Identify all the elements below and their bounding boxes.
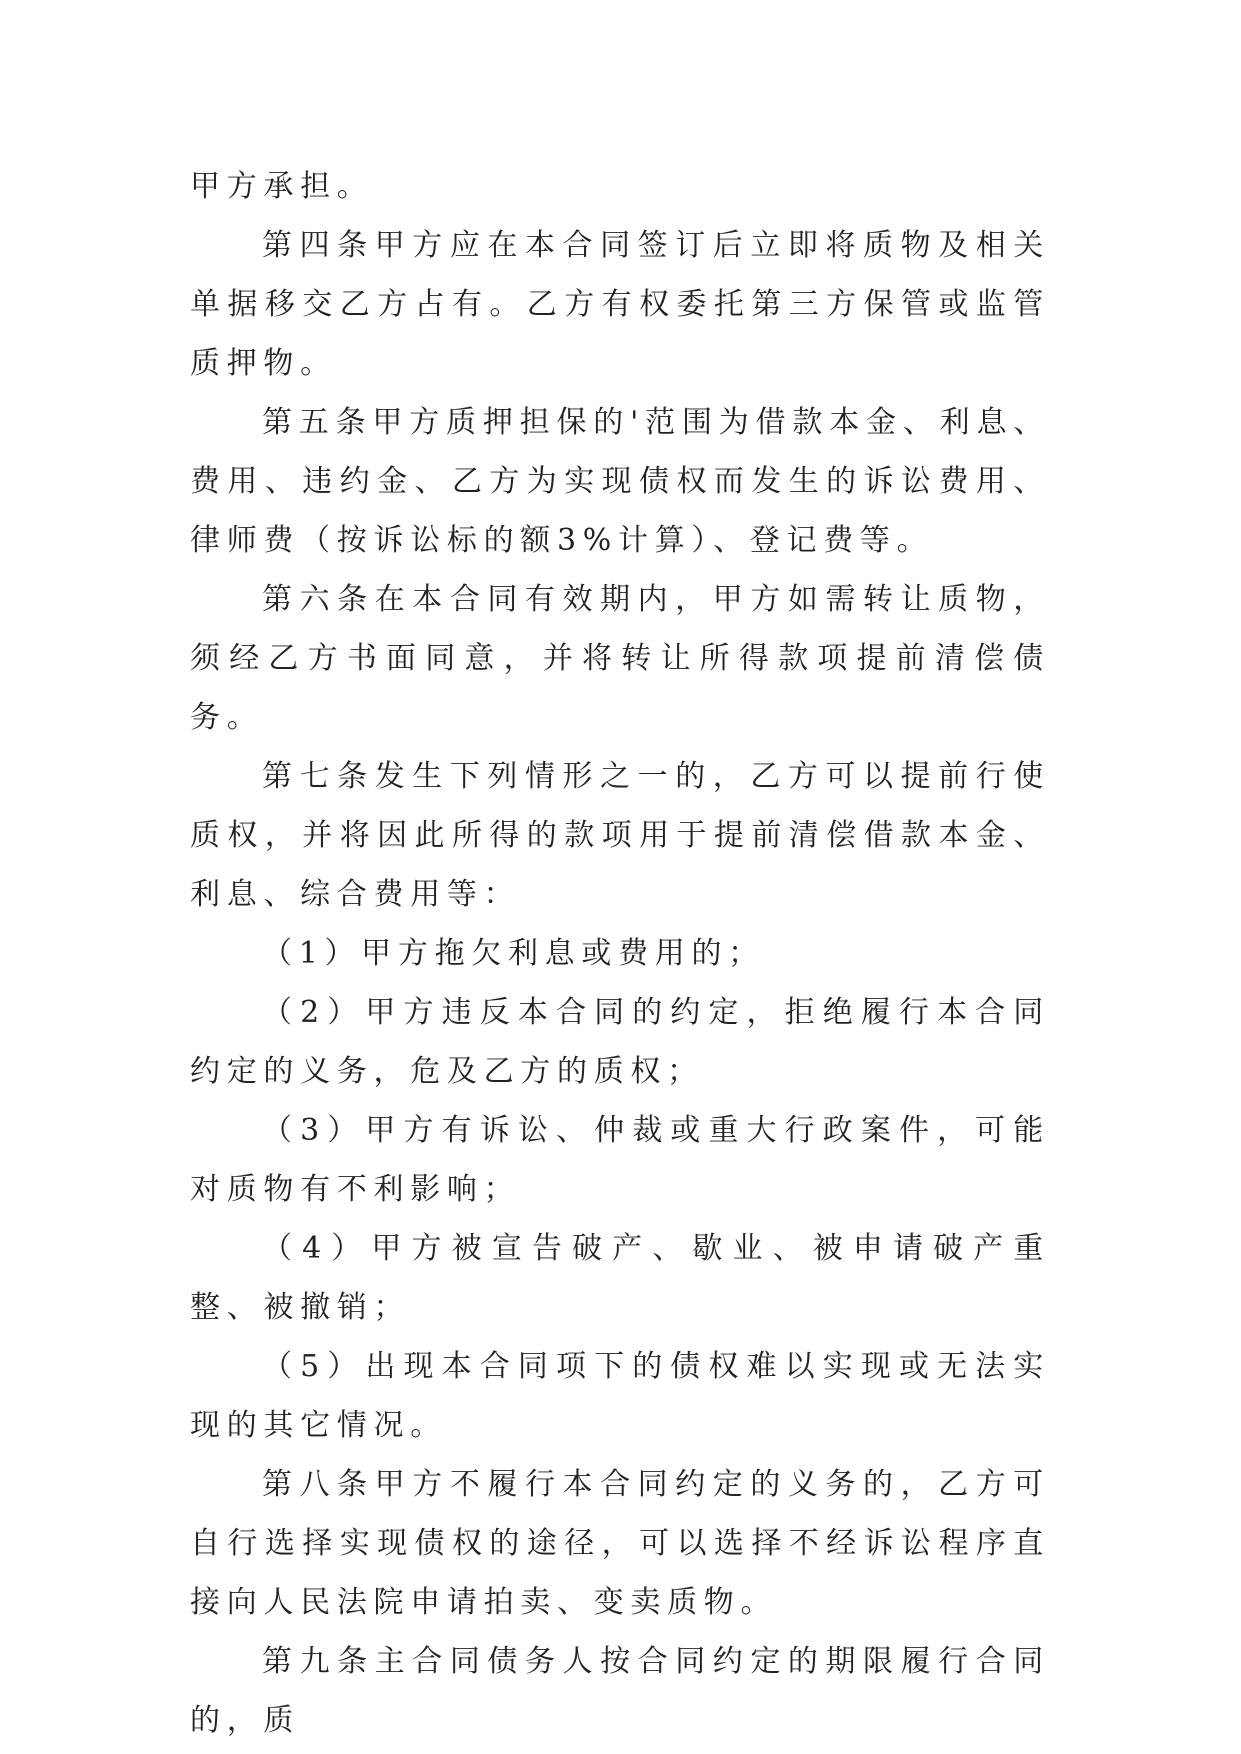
paragraph-item-5: （5）出现本合同项下的债权难以实现或无法实现的其它情况。 [190, 1349, 1050, 1443]
paragraph-article-5: 第五条甲方质押担保的'范围为借款本金、利息、费用、违约金、乙方为实现债权而发生的诉讼费用、律师费（按诉讼标的额3%计算）、登记费等。 [190, 405, 1050, 558]
paragraph-continuation: 甲方承担。 [190, 169, 374, 204]
paragraph-item-1: （1）甲方拖欠利息或费用的； [262, 936, 765, 971]
paragraph-article-4: 第四条甲方应在本合同签订后立即将质物及相关单据移交乙方占有。乙方有权委托第三方保管或监管质押物。 [190, 228, 1050, 381]
paragraph-item-2: （2）甲方违反本合同的约定，拒绝履行本合同约定的义务，危及乙方的质权； [190, 995, 1050, 1089]
document-body [190, 157, 1050, 1750]
paragraph-item-3: （3）甲方有诉讼、仲裁或重大行政案件，可能对质物有不利影响； [190, 1113, 1050, 1207]
paragraph-article-7: 第七条发生下列情形之一的，乙方可以提前行使质权，并将因此所得的款项用于提前清偿借款本金、利息、综合费用等： [190, 759, 1050, 912]
paragraph-article-6: 第六条在本合同有效期内，甲方如需转让质物，须经乙方书面同意，并将转让所得款项提前清偿债务。 [190, 582, 1050, 735]
paragraph-article-8: 第八条甲方不履行本合同约定的义务的，乙方可自行选择实现债权的途径，可以选择不经诉讼程序直接向人民法院申请拍卖、变卖质物。 [190, 1467, 1050, 1620]
paragraph-item-4: （4）甲方被宣告破产、歇业、被申请破产重整、被撤销； [190, 1231, 1050, 1325]
paragraph-article-9: 第九条主合同债务人按合同约定的期限履行合同的，质 [190, 1644, 1050, 1738]
